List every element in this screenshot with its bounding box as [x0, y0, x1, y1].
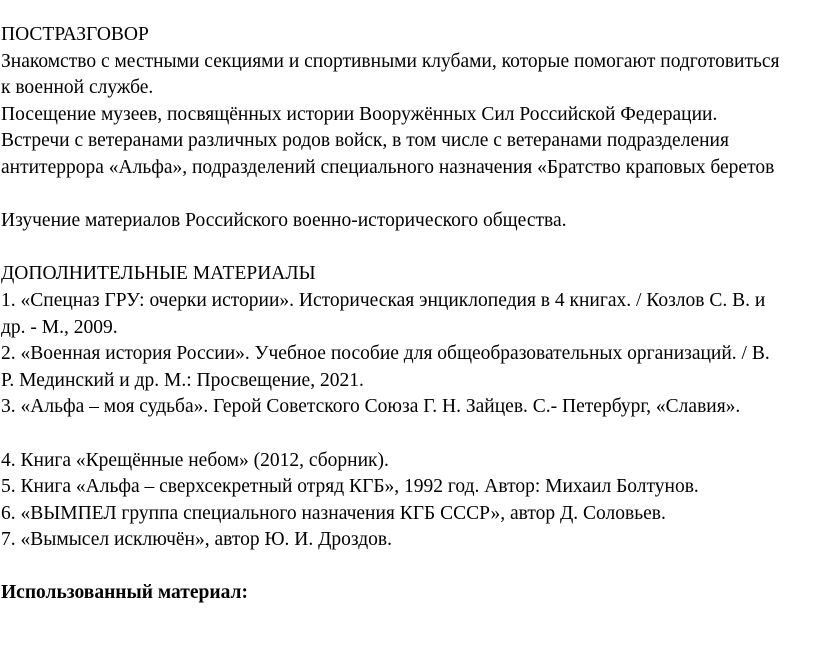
document-page [0, 22, 816, 607]
list-item: 4. Книга «Крещённые небом» (2012, сборник). [1, 449, 389, 471]
paragraph-line: Встречи с ветеранами различных родов войск, в том числе с ветеранами подразделения [1, 130, 729, 152]
paragraph-line: антитеррора «Альфа», подразделений специального назначения «Братство краповых беретов [1, 156, 775, 178]
list-item: 7. «Вымысел исключён», автор Ю. И. Дроздов. [1, 529, 393, 551]
list-item: 2. «Военная история России». Учебное пособие для общеобразовательных организаций. / В. [1, 343, 770, 365]
paragraph-line: Изучение материалов Российского военно-исторического общества. [1, 210, 567, 232]
list-item: 1. «Спецназ ГРУ: очерки истории». Историческая энциклопедия в 4 книгах. / Козлов С. В. и [1, 289, 766, 311]
paragraph-line: к военной службе. [1, 77, 154, 99]
section-heading-after-talk: ПОСТРАЗГОВОР [1, 24, 149, 45]
section-heading-additional-materials: ДОПОЛНИТЕЛЬНЫЕ МАТЕРИАЛЫ [1, 263, 316, 285]
paragraph-line: Посещение музеев, посвящённых истории Вооружённых Сил Российской Федерации. [1, 103, 718, 125]
blank-line [0, 554, 816, 581]
list-item: др. - М., 2009. [1, 316, 118, 338]
paragraph-line: Знакомство с местными секциями и спортивными клубами, которые помогают подготовиться [1, 50, 780, 72]
list-item: 6. «ВЫМПЕЛ группа специального назначения КГБ СССР», автор Д. Соловьев. [1, 502, 666, 524]
list-item: 5. Книга «Альфа – сверхсекретный отряд КГБ», 1992 год. Автор: Михаил Болтунов. [1, 476, 699, 498]
list-item: 3. «Альфа – моя судьба». Герой Советского Союза Г. Н. Зайцев. С.- Петербург, «Славия». [1, 396, 741, 418]
blank-line [0, 182, 816, 209]
list-item: Р. Мединский и др. М.: Просвещение, 2021. [1, 369, 364, 391]
blank-line [0, 235, 816, 262]
section-heading-used-material: Использованный материал: [1, 582, 248, 604]
blank-line [0, 421, 816, 448]
